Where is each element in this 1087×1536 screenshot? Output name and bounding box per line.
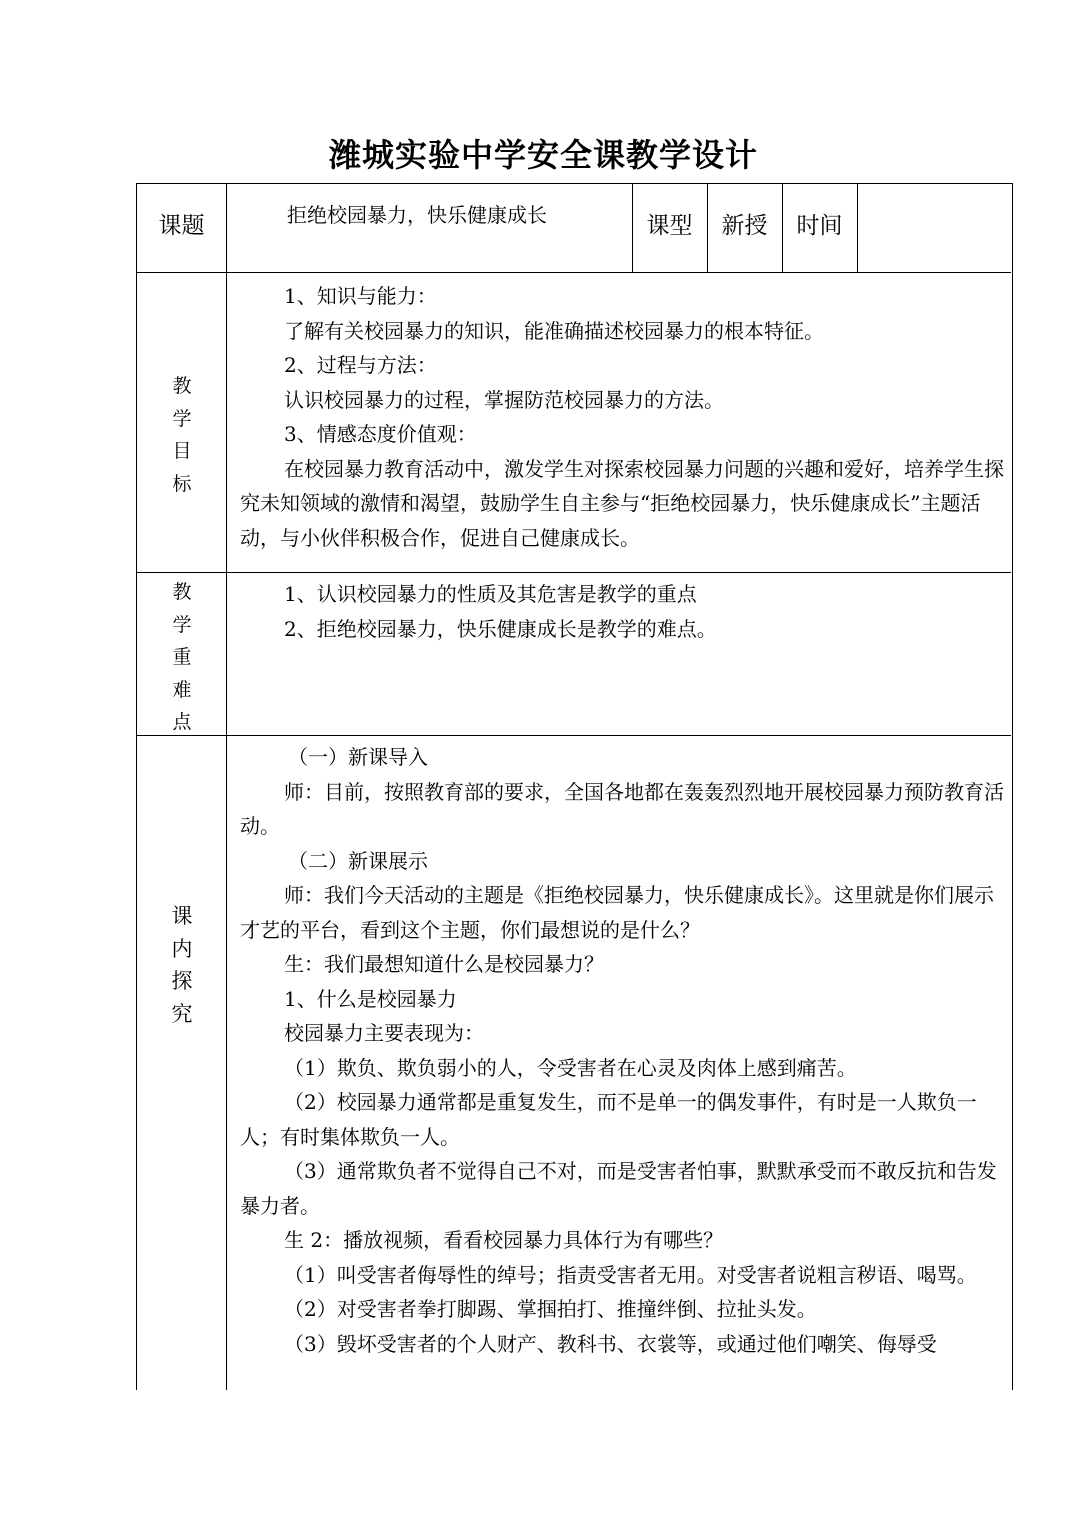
exploration-label-char: 探 bbox=[171, 969, 193, 993]
exploration-label bbox=[137, 900, 227, 1030]
exploration-paragraph: （2）对受害者拳打脚踢、掌掴拍打、推撞绊倒、拉扯头发。 bbox=[284, 1297, 817, 1321]
exploration-label-char: 课 bbox=[171, 904, 193, 928]
key-points-label-char: 学 bbox=[172, 613, 192, 636]
row-divider bbox=[137, 272, 1011, 273]
objectives-paragraph: 认识校园暴力的过程，掌握防范校园暴力的方法。 bbox=[284, 387, 724, 412]
exploration-paragraph: 1、什么是校园暴力 bbox=[284, 986, 457, 1011]
exploration-paragraph: （1）叫受害者侮辱性的绰号；指责受害者无用。对受害者说粗言秽语、喝骂。 bbox=[284, 1262, 977, 1287]
key-points-label-char: 点 bbox=[172, 711, 192, 733]
objectives-paragraph: 2、过程与方法： bbox=[284, 353, 437, 377]
type-value: 新授 bbox=[721, 213, 768, 239]
exploration-content bbox=[240, 740, 1004, 1361]
topic-label: 课题 bbox=[158, 213, 205, 239]
key-points-label-char: 难 bbox=[172, 678, 192, 701]
objectives-label-char: 标 bbox=[172, 472, 192, 495]
objectives-label-char: 学 bbox=[172, 407, 192, 430]
exploration-paragraph: （1）欺负、欺负弱小的人，令受害者在心灵及肉体上感到痛苦。 bbox=[284, 1055, 857, 1080]
row-divider bbox=[137, 572, 1011, 573]
objectives-paragraph: 1、知识与能力： bbox=[284, 284, 437, 308]
column-divider bbox=[226, 184, 227, 1390]
exploration-label-char: 究 bbox=[171, 1001, 193, 1026]
key-points-label-char: 教 bbox=[172, 581, 192, 603]
objectives-label bbox=[137, 370, 227, 500]
exploration-paragraph: （二）新课展示 bbox=[288, 848, 428, 873]
objectives-label-char: 目 bbox=[172, 440, 192, 462]
exploration-paragraph: （3）通常欺负者不觉得自己不对，而是受害者怕事，默默承受而不敢反抗和告发暴力者。 bbox=[240, 1159, 997, 1218]
objectives-paragraph: 了解有关校园暴力的知识，能准确描述校园暴力的根本特征。 bbox=[284, 318, 824, 343]
objectives-paragraph: 3、情感态度价值观： bbox=[284, 422, 477, 446]
lesson-plan-table bbox=[136, 183, 1013, 1390]
exploration-paragraph: （一）新课导入 bbox=[288, 745, 428, 769]
key-points-label-char: 重 bbox=[172, 646, 192, 668]
row-divider bbox=[137, 735, 1011, 736]
key-points-content bbox=[240, 577, 1004, 646]
objectives-paragraph: 在校园暴力教育活动中，激发学生对探索校园暴力问题的兴趣和爱好，培养学生探究未知领域的激情和渴望，鼓励学生自主参与“拒绝校园暴力，快乐健康成长”主题活动，与小伙伴积极合作，促进自己健康成长。 bbox=[240, 456, 1004, 550]
exploration-paragraph: 师：我们今天活动的主题是《拒绝校园暴力，快乐健康成长》。这里就是你们展示才艺的平台，看到这个主题，你们最想说的是什么？ bbox=[240, 883, 994, 942]
key-points-paragraph: 1、认识校园暴力的性质及其危害是教学的重点 bbox=[284, 582, 697, 606]
exploration-paragraph: 生：我们最想知道什么是校园暴力？ bbox=[284, 952, 604, 976]
exploration-paragraph: （3）毁坏受害者的个人财产、教科书、衣裳等，或通过他们嘲笑、侮辱受 bbox=[284, 1331, 937, 1356]
column-divider bbox=[857, 184, 858, 272]
type-label: 课型 bbox=[646, 213, 693, 239]
exploration-paragraph: （2）校园暴力通常都是重复发生，而不是单一的偶发事件，有时是一人欺负一人；有时集体欺负一人。 bbox=[240, 1090, 977, 1149]
document-title: 潍城实验中学安全课教学设计 bbox=[328, 136, 758, 174]
topic-value: 拒绝校园暴力，快乐健康成长 bbox=[287, 203, 547, 227]
exploration-paragraph: 校园暴力主要表现为： bbox=[284, 1021, 484, 1045]
exploration-paragraph: 师：目前，按照教育部的要求，全国各地都在轰轰烈烈地开展校园暴力预防教育活动。 bbox=[240, 779, 1004, 838]
objectives-label-char: 教 bbox=[172, 375, 192, 397]
time-label: 时间 bbox=[796, 213, 843, 239]
objectives-content bbox=[240, 279, 1004, 555]
exploration-paragraph: 生 2：播放视频，看看校园暴力具体行为有哪些？ bbox=[284, 1228, 724, 1252]
exploration-label-char: 内 bbox=[171, 936, 193, 961]
key-points-label bbox=[137, 576, 227, 739]
key-points-paragraph: 2、拒绝校园暴力，快乐健康成长是教学的难点。 bbox=[284, 616, 717, 641]
